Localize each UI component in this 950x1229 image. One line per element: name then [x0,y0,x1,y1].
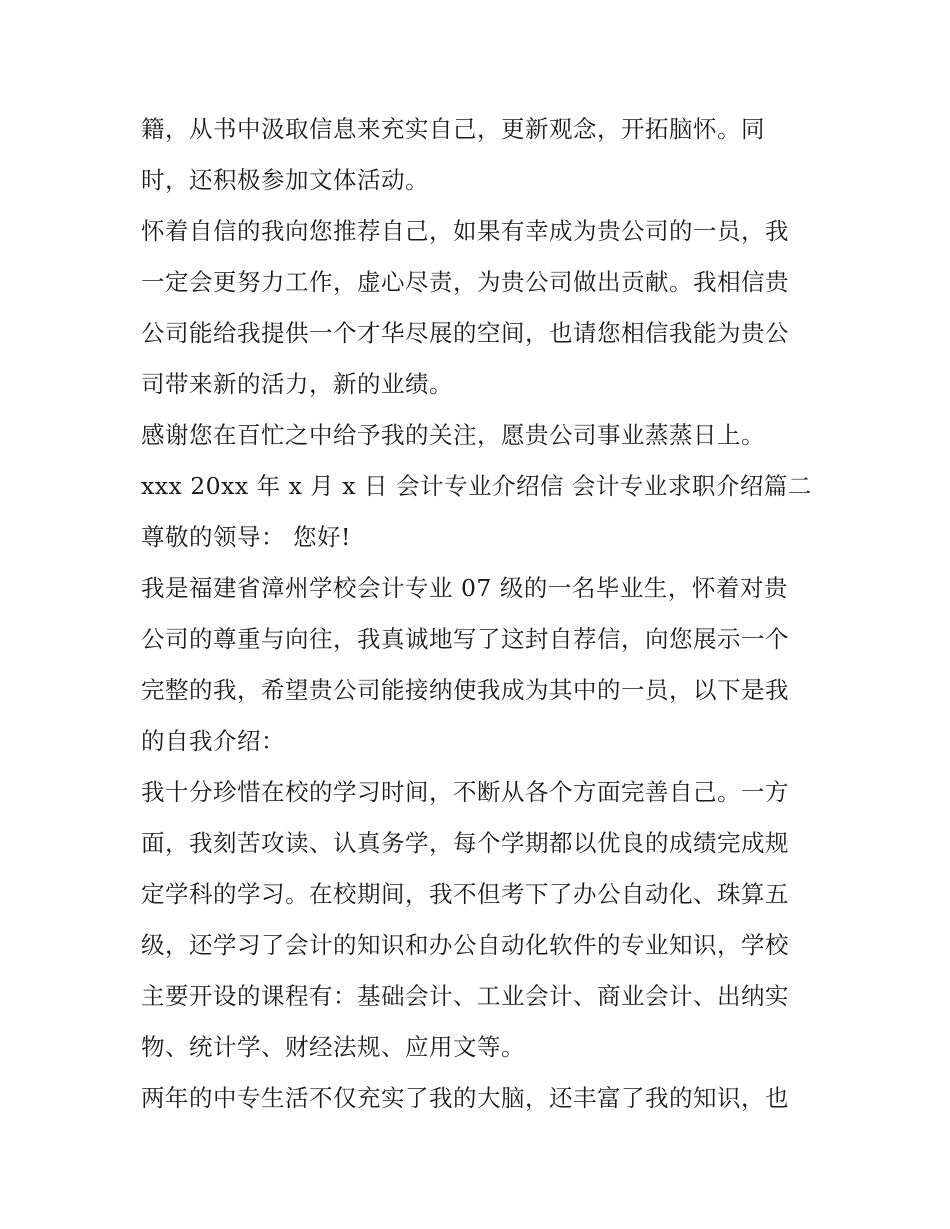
text-line: 怀着自信的我向您推荐自己，如果有幸成为贵公司的一员，我 [141,217,789,245]
salutation-line: 尊敬的领导： 您好! [141,523,351,551]
text-line: xxx 20xx 年 x 月 x 日 会计专业介绍信 会计专业求职介绍篇二 [141,472,812,500]
text-line: 时，还积极参加文体活动。 [141,166,429,194]
text-line: 两年的中专生活不仅充实了我的大脑，还丰富了我的知识，也 [141,1084,789,1112]
text-line: 完整的我，希望贵公司能接纳使我成为其中的一员，以下是我 [141,676,789,704]
text-line: 主要开设的课程有：基础会计、工业会计、商业会计、出纳实 [141,982,789,1010]
text-line: 我十分珍惜在校的学习时间，不断从各个方面完善自己。一方 [141,778,789,806]
text-line: 一定会更努力工作，虚心尽责，为贵公司做出贡献。我相信贵 [141,268,789,296]
text-line: 公司的尊重与向往，我真诚地写了这封自荐信，向您展示一个 [141,625,789,653]
text-line: 物、统计学、财经法规、应用文等。 [141,1033,525,1061]
document-body [141,104,821,1124]
text-line: 级，还学习了会计的知识和办公自动化软件的专业知识，学校 [141,931,789,959]
text-line: 面，我刻苦攻读、认真务学，每个学期都以优良的成绩完成规 [141,829,789,857]
text-line: 定学科的学习。在校期间，我不但考下了办公自动化、珠算五 [141,880,789,908]
text-line: 我是福建省漳州学校会计专业 07 级的一名毕业生，怀着对贵 [141,574,788,602]
text-line: 公司能给我提供一个才华尽展的空间，也请您相信我能为贵公 [141,319,789,347]
text-line: 感谢您在百忙之中给予我的关注，愿贵公司事业蒸蒸日上。 [141,421,765,449]
text-line: 司带来新的活力，新的业绩。 [141,370,453,398]
text-line: 的自我介绍： [141,727,285,755]
text-line: 籍，从书中汲取信息来充实自己，更新观念，开拓脑怀。同 [141,115,765,143]
